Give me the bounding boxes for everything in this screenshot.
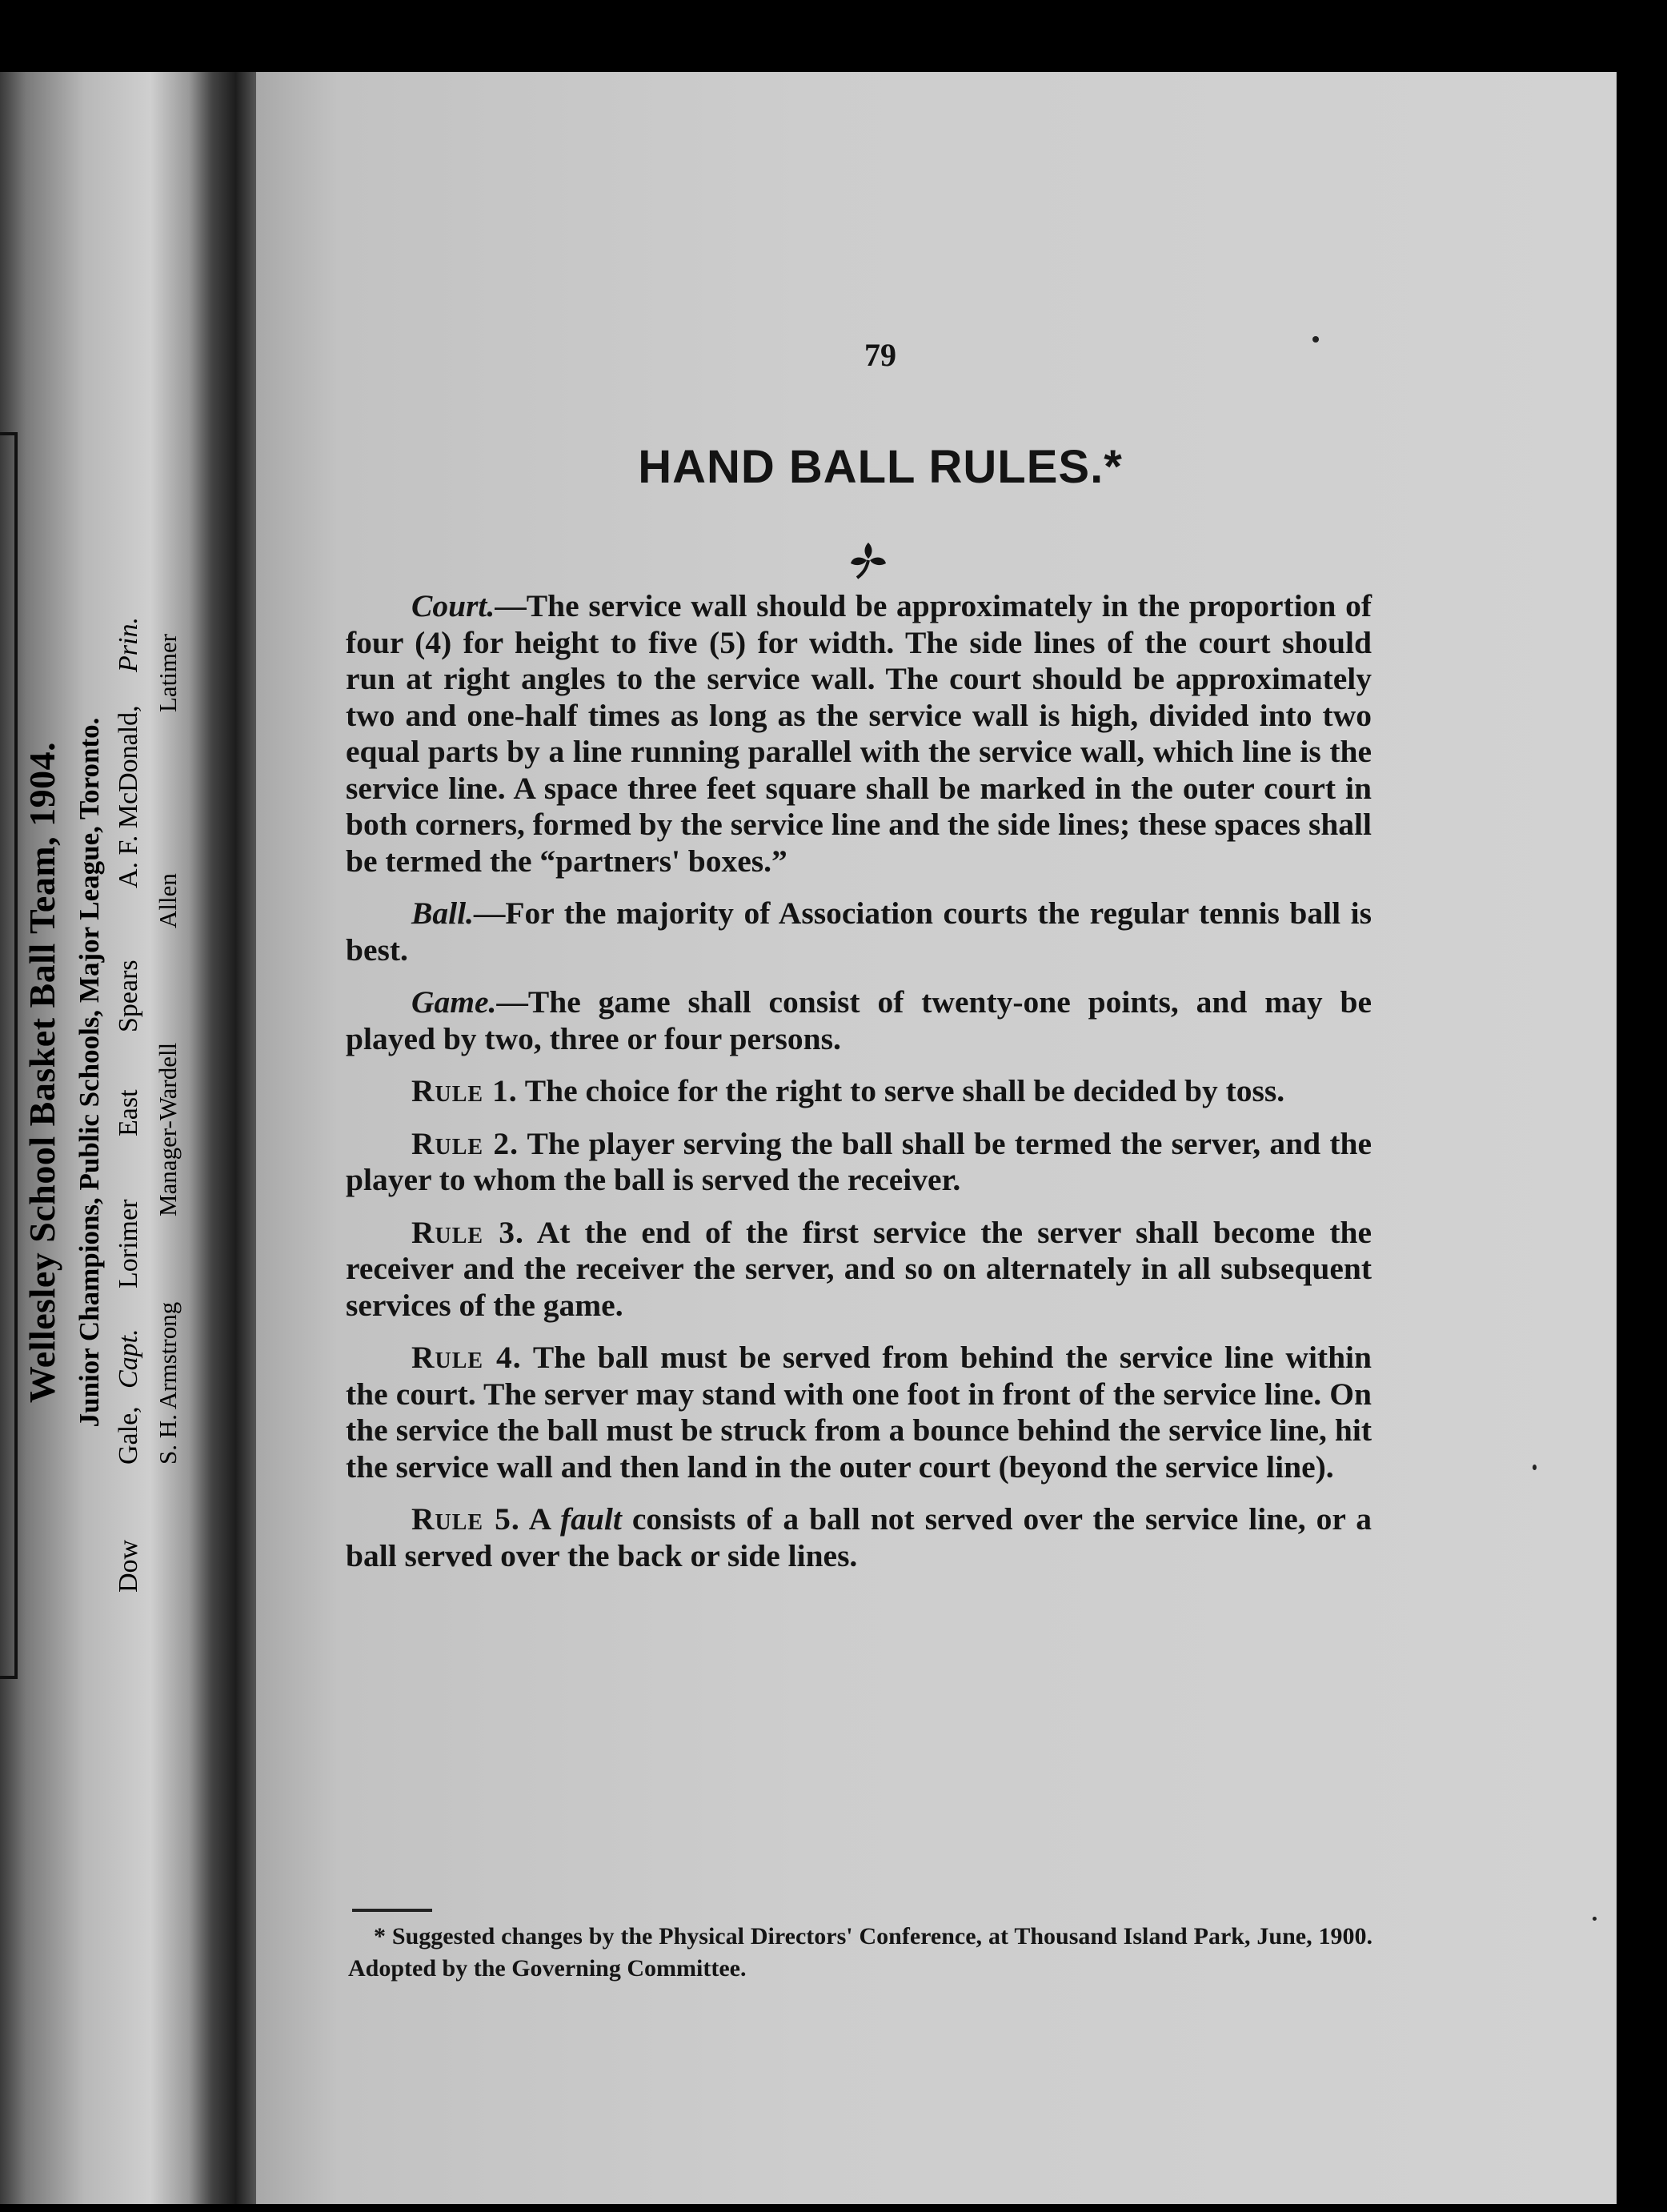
rotated-photo-caption bbox=[16, 480, 200, 1665]
caption-name: A. F. McDonald, bbox=[114, 705, 143, 888]
paragraph-rule-5 bbox=[346, 1501, 1372, 1574]
rules-text bbox=[346, 588, 1372, 1590]
caption-title: Wellesley School Basket Ball Team, 1904. bbox=[22, 741, 62, 1404]
footnote-text: * Suggested changes by the Physical Directors' Conference, at Thousand Island Park, June, 1900. Adopted by the Governing Committee. bbox=[348, 1923, 1372, 1982]
caption-name: S. H. Armstrong bbox=[154, 1301, 182, 1465]
caption-name: Dow bbox=[114, 1539, 143, 1593]
leaf-ornament-icon bbox=[844, 536, 892, 584]
rule-5-fault-term: fault bbox=[560, 1501, 622, 1537]
court-text: —The service wall should be approximately in the proportion of four (4) for height to five (5) for width. The side lines of the court should run at right angles to the service wall. The court should be approximately two and one-half times as long as the service wall is high, divided into two equal parts by a line running parallel with the service wall, which line is the service line. A space three feet square shall be marked in the outer court in both corners, formed by the service line and the side lines; these spaces shall be termed the “partners' boxes.” bbox=[346, 588, 1372, 879]
page-title: HAND BALL RULES.* bbox=[638, 441, 1123, 493]
caption-name-role: Capt. bbox=[114, 1328, 143, 1389]
caption-name: Gale, bbox=[114, 1406, 143, 1465]
rule-2-text: The player serving the ball shall be termed the server, and the player to whom the ball is served the receiver. bbox=[346, 1125, 1372, 1197]
caption-name: Allen bbox=[154, 873, 182, 928]
paragraph-ball bbox=[346, 896, 1372, 968]
book-page bbox=[256, 72, 1617, 2204]
game-label: Game. bbox=[411, 984, 497, 1020]
print-speck bbox=[1593, 1917, 1597, 1921]
court-label: Court. bbox=[411, 588, 495, 623]
rule-4-text: The ball must be served from behind the service line within the court. The server may stand with one foot in front of the service line. On the service the ball must be struck from a bounce behind the service line, hit the service wall and then land in the outer court (beyond the service line). bbox=[346, 1340, 1372, 1485]
rule-4-label: Rule 4. bbox=[411, 1340, 522, 1375]
caption-name: Latimer bbox=[154, 633, 182, 712]
caption-name: Manager-Wardell bbox=[154, 1042, 182, 1216]
rule-5-label: Rule 5. bbox=[411, 1501, 520, 1537]
game-text: —The game shall consist of twenty-one points, and may be played by two, three or four persons. bbox=[346, 984, 1372, 1056]
caption-name-role: Prin. bbox=[114, 617, 143, 672]
rule-5-text: consists of a ball not served over the service line, or a ball served over the back or side lines. bbox=[346, 1501, 1372, 1573]
footnote-divider bbox=[352, 1909, 432, 1912]
rule-2-label: Rule 2. bbox=[411, 1125, 519, 1161]
paragraph-rule-1 bbox=[346, 1073, 1372, 1110]
paragraph-game bbox=[346, 984, 1372, 1057]
rule-1-text: The choice for the right to serve shall be decided by toss. bbox=[517, 1073, 1285, 1108]
caption-name: Lorimer bbox=[114, 1199, 143, 1288]
footnote bbox=[348, 1921, 1372, 1985]
rule-5-pre: A bbox=[519, 1501, 561, 1537]
rule-3-text: At the end of the first service the server shall become the receiver and the receiver the server, and so on alternately in all subsequent services of the game. bbox=[346, 1214, 1372, 1323]
paragraph-court bbox=[346, 588, 1372, 880]
print-speck bbox=[1312, 336, 1319, 343]
caption-name: Spears bbox=[114, 960, 143, 1032]
caption-name: East bbox=[114, 1089, 143, 1136]
paragraph-rule-4 bbox=[346, 1340, 1372, 1485]
ball-label: Ball. bbox=[411, 896, 474, 931]
caption-subtitle: Junior Champions, Public Schools, Major League, Toronto. bbox=[74, 717, 105, 1428]
ball-text: —For the majority of Association courts the regular tennis ball is best. bbox=[346, 896, 1372, 968]
paragraph-rule-2 bbox=[346, 1126, 1372, 1199]
left-page-border bbox=[0, 432, 18, 1679]
rule-3-label: Rule 3. bbox=[411, 1214, 524, 1250]
page-number: 79 bbox=[864, 337, 896, 373]
paragraph-rule-3 bbox=[346, 1215, 1372, 1324]
print-speck bbox=[1533, 1465, 1537, 1470]
rule-1-label: Rule 1. bbox=[411, 1073, 518, 1108]
